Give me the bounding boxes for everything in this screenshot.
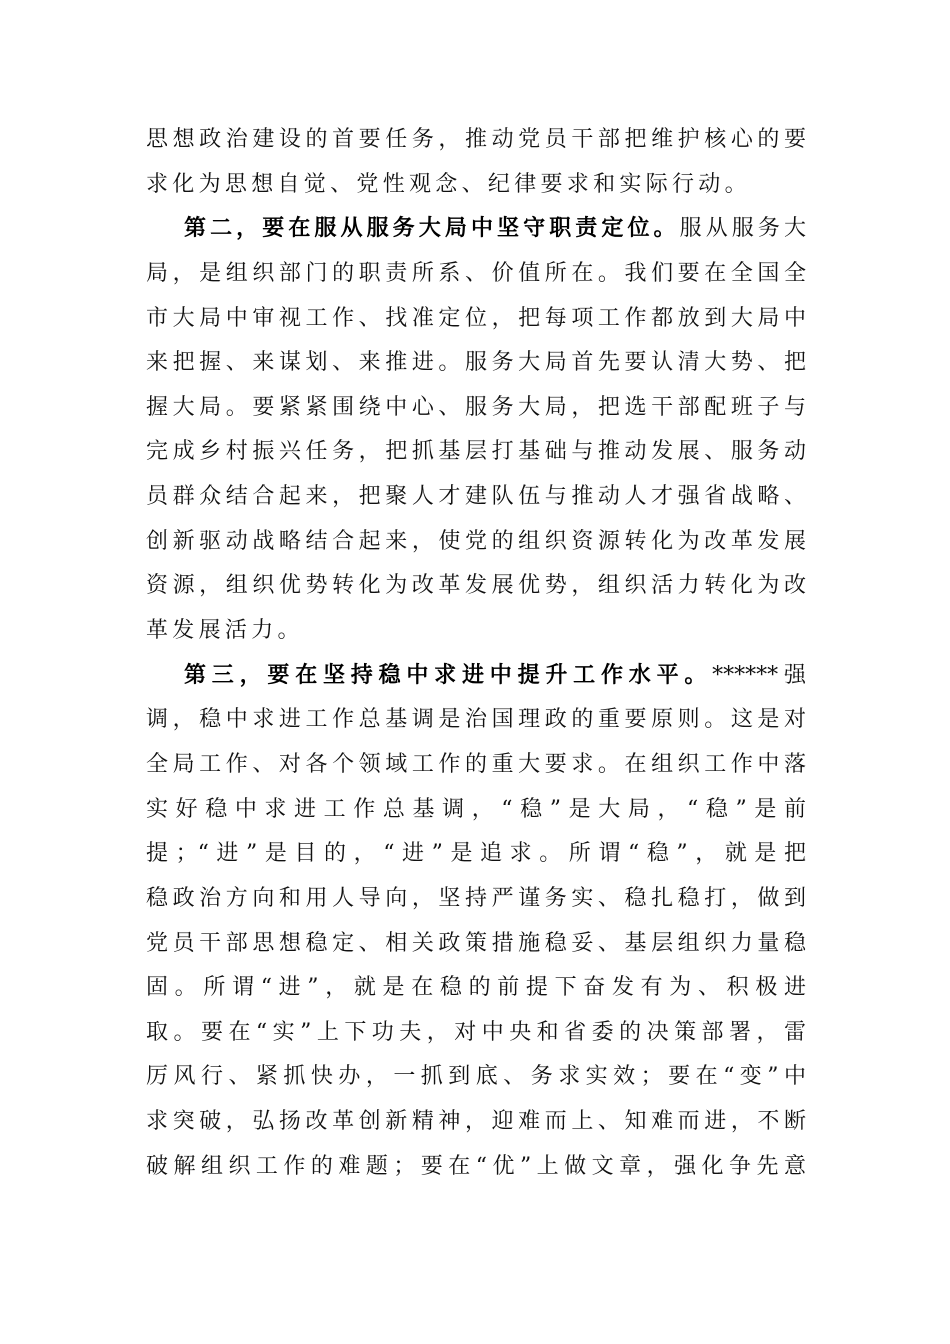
text-line: 革发展活力。	[146, 618, 304, 644]
text-line: 思想政治建设的首要任务，推动党员干部把维护核心的要	[146, 127, 806, 152]
text-line: 局，是组织部门的职责所系、价值所在。我们要在全国全	[146, 260, 806, 286]
text-line: 破解组织工作的难题；要在“优”上做文章，强化争先意	[146, 1153, 806, 1179]
paragraph-heading-line	[146, 654, 806, 699]
text-line: 厉风行、紧抓快办，一抓到底、务求实效；要在“变”中	[146, 1064, 806, 1090]
text-line: 资源，组织优势转化为改革发展优势，组织活力转化为改	[146, 573, 806, 599]
text-line: 求突破，弘扬改革创新精神，迎难而上、知难而进，不断	[146, 1109, 806, 1135]
text-line: 固。所谓“进”，就是在稳的前提下奋发有为、积极进	[146, 975, 806, 1001]
text-line: 市大局中审视工作、找准定位，把每项工作都放到大局中	[146, 305, 806, 331]
text-line: 稳政治方向和用人导向，坚持严谨务实、稳扎稳打，做到	[146, 885, 806, 911]
text-line: 提；“进”是目的，“进”是追求。所谓“稳”，就是把	[146, 841, 806, 867]
text-line: 员群众结合起来，把聚人才建队伍与推动人才强省战略、	[146, 484, 806, 510]
document-body	[146, 118, 806, 1189]
text-line: 全局工作、对各个领域工作的重大要求。在组织工作中落	[146, 751, 806, 777]
paragraph-heading: 第三，要在坚持稳中求进中提升工作水平。	[184, 662, 713, 688]
text-span: 服从服务大	[679, 216, 806, 242]
text-line: 完成乡村振兴任务，把抓基层打基础与推动发展、服务动	[146, 439, 806, 465]
text-line: 调，稳中求进工作总基调是治国理政的重要原则。这是对	[146, 707, 806, 733]
text-line: 握大局。要紧紧围绕中心、服务大局，把选干部配班子与	[146, 394, 806, 420]
text-line: 党员干部思想稳定、相关政策措施稳妥、基层组织力量稳	[146, 930, 806, 956]
paragraph-heading: 第二，要在服从服务大局中坚守职责定位。	[184, 216, 680, 242]
paragraph-heading-line	[146, 207, 806, 252]
text-line: 创新驱动战略结合起来，使党的组织资源转化为改革发展	[146, 528, 806, 554]
text-line: 求化为思想自觉、党性观念、纪律要求和实际行动。	[146, 171, 751, 197]
text-line: 实好稳中求进工作总基调，“稳”是大局，“稳”是前	[146, 796, 806, 822]
text-span: ******强	[712, 662, 806, 688]
text-line: 来把握、来谋划、来推进。服务大局首先要认清大势、把	[146, 350, 806, 376]
text-line: 取。要在“实”上下功夫，对中央和省委的决策部署，雷	[146, 1019, 806, 1045]
